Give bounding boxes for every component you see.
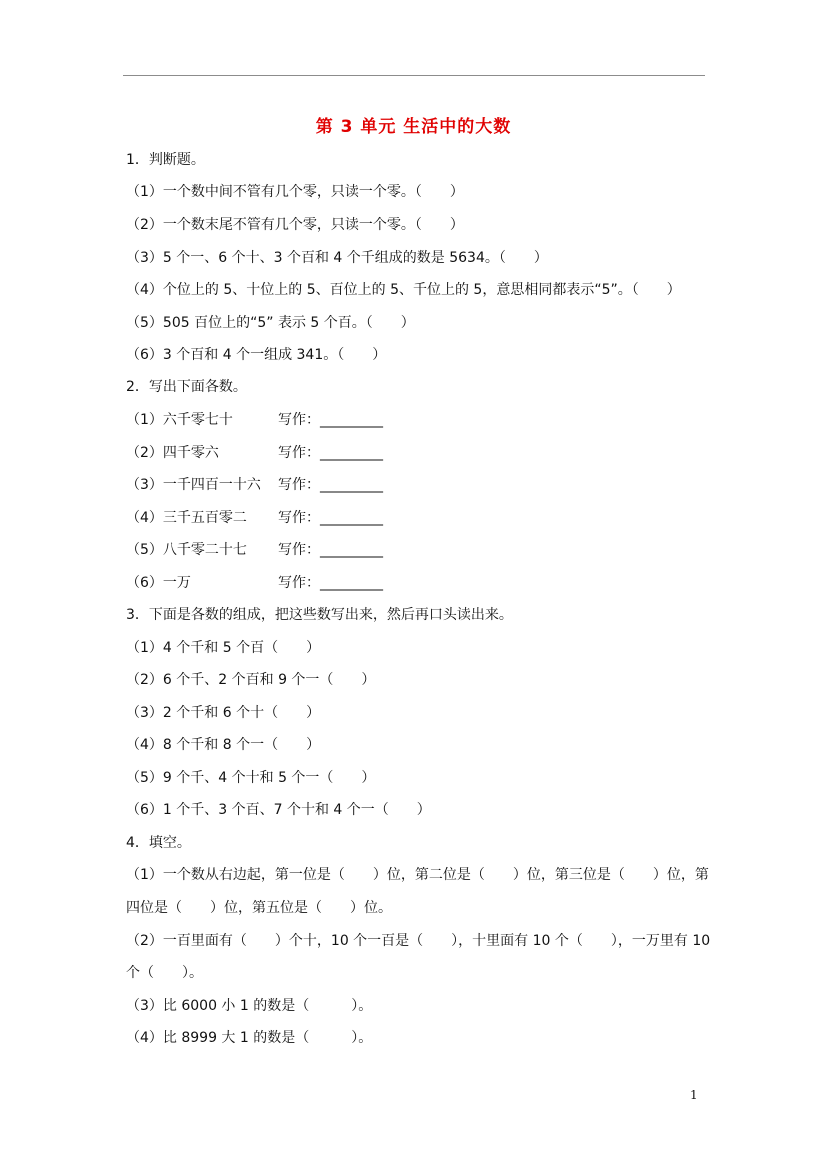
question-3-4: （4）8 个千和 8 个一（ ） bbox=[126, 737, 321, 753]
question-2-6-answer[interactable]: 写作：_________ bbox=[278, 575, 383, 591]
question-2-5-answer[interactable]: 写作：_________ bbox=[278, 542, 383, 558]
question-1-4: （4）个位上的 5、十位上的 5、百位上的 5、千位上的 5，意思相同都表示“5”。（ ） bbox=[126, 282, 681, 298]
question-2-3-label: （3）一千四百一十六 bbox=[126, 477, 261, 493]
question-3-6: （6）1 个千、3 个百、7 个十和 4 个一（ ） bbox=[126, 802, 431, 818]
section-4-heading: 4．填空。 bbox=[126, 835, 191, 851]
question-2-4-label: （4）三千五百零二 bbox=[126, 510, 247, 526]
section-2-heading: 2．写出下面各数。 bbox=[126, 379, 247, 395]
question-3-2: （2）6 个千、2 个百和 9 个一（ ） bbox=[126, 672, 376, 688]
question-4-1-line-1: （1）一个数从右边起，第一位是（ ）位，第二位是（ ）位，第三位是（ ）位，第 bbox=[126, 867, 709, 883]
question-2-1-label: （1）六千零七十 bbox=[126, 412, 233, 428]
question-1-6: （6）3 个百和 4 个一组成 341。（ ） bbox=[126, 347, 387, 363]
header-rule bbox=[123, 75, 705, 76]
question-3-3: （3）2 个千和 6 个十（ ） bbox=[126, 705, 321, 721]
question-1-5: （5）505 百位上的“5” 表示 5 个百。（ ） bbox=[126, 315, 415, 331]
question-2-4-answer[interactable]: 写作：_________ bbox=[278, 510, 383, 526]
question-4-1-line-2: 四位是（ ）位，第五位是（ ）位。 bbox=[126, 900, 392, 916]
question-4-2-line-2: 个（ ）。 bbox=[126, 965, 203, 981]
question-1-1: （1）一个数中间不管有几个零，只读一个零。（ ） bbox=[126, 184, 464, 200]
question-2-3-answer[interactable]: 写作：_________ bbox=[278, 477, 383, 493]
question-3-1: （1）4 个千和 5 个百（ ） bbox=[126, 640, 321, 656]
question-2-1-answer[interactable]: 写作：_________ bbox=[278, 412, 383, 428]
question-2-2-label: （2）四千零六 bbox=[126, 445, 219, 461]
question-2-2-answer[interactable]: 写作：_________ bbox=[278, 445, 383, 461]
page-title: 第 3 单元 生活中的大数 bbox=[315, 117, 512, 137]
section-1-heading: 1．判断题。 bbox=[126, 152, 205, 168]
question-3-5: （5）9 个千、4 个十和 5 个一（ ） bbox=[126, 770, 376, 786]
question-4-4: （4）比 8999 大 1 的数是（ ）。 bbox=[126, 1030, 373, 1046]
question-4-2-line-1: （2）一百里面有（ ）个十，10 个一百是（ ），十里面有 10 个（ ），一万里有 10 bbox=[126, 933, 711, 949]
question-1-3: （3）5 个一、6 个十、3 个百和 4 个千组成的数是 5634。（ ） bbox=[126, 250, 548, 266]
question-1-2: （2）一个数末尾不管有几个零，只读一个零。（ ） bbox=[126, 217, 464, 233]
section-3-heading: 3．下面是各数的组成，把这些数写出来，然后再口头读出来。 bbox=[126, 607, 513, 623]
page-number: 1 bbox=[690, 1088, 698, 1102]
question-4-3: （3）比 6000 小 1 的数是（ ）。 bbox=[126, 998, 373, 1014]
question-2-5-label: （5）八千零二十七 bbox=[126, 542, 247, 558]
question-2-6-label: （6）一万 bbox=[126, 575, 191, 591]
